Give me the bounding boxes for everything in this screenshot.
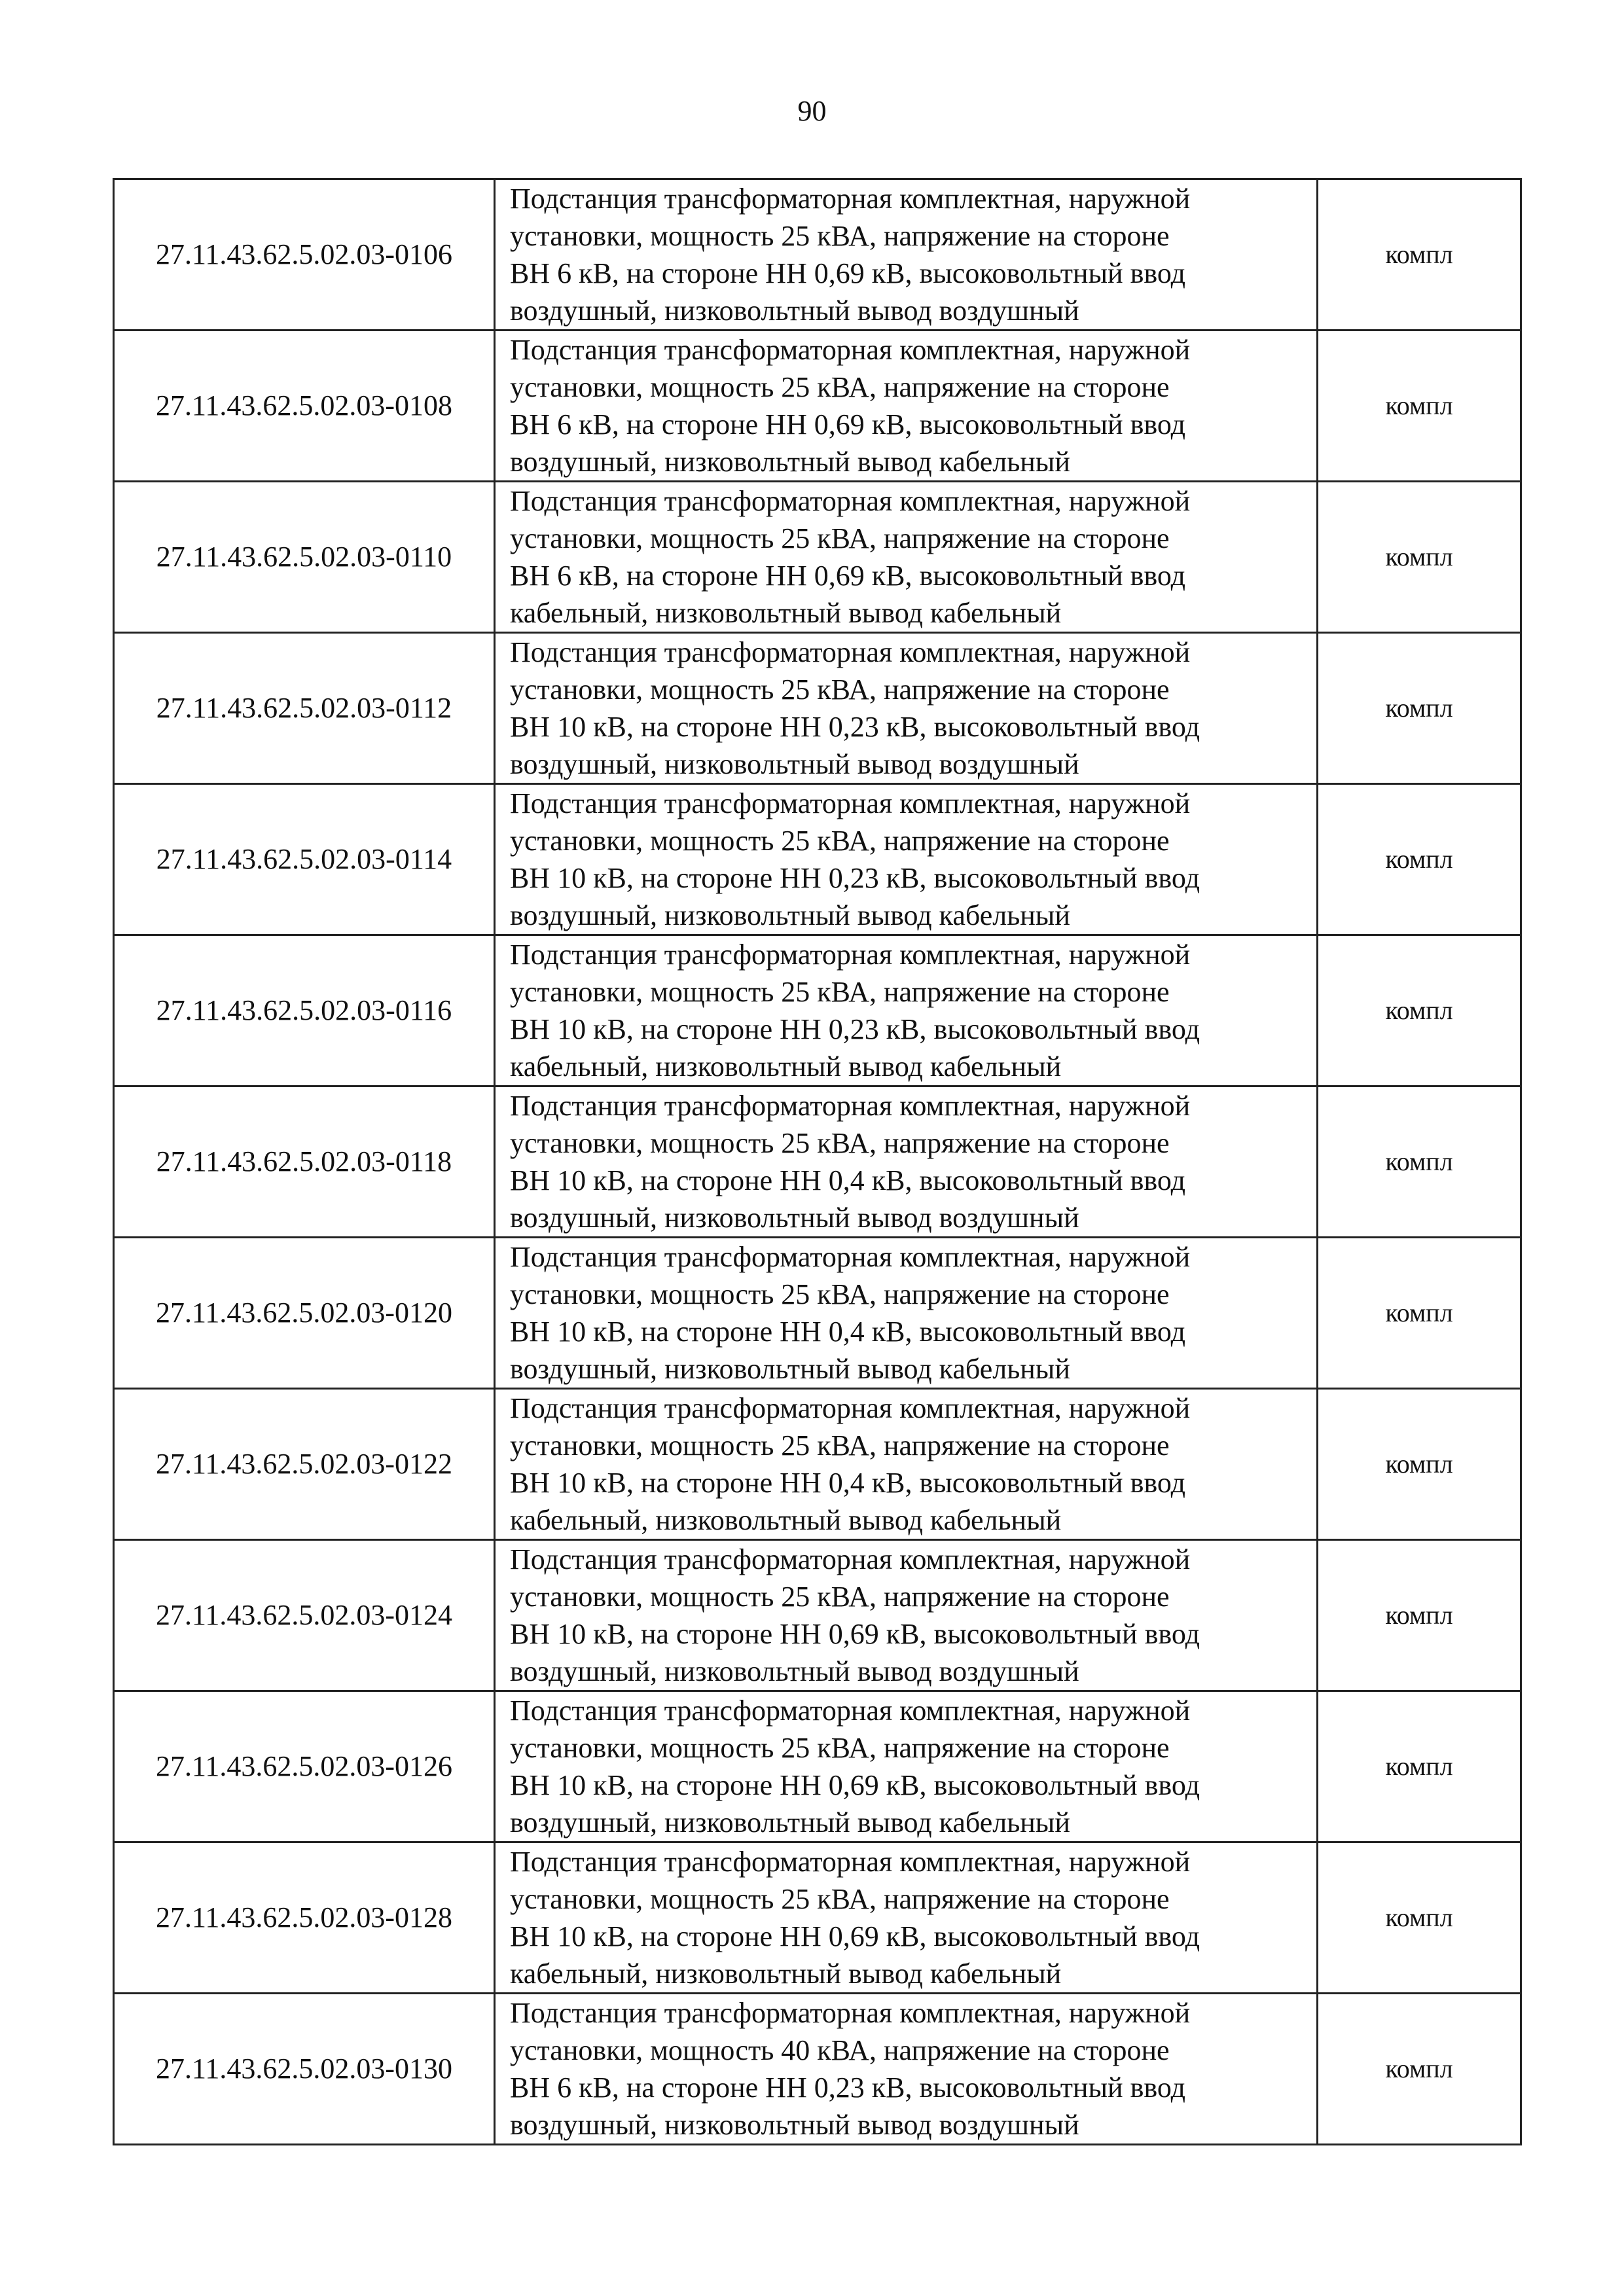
description-line: воздушный, низковольтный вывод кабельный [510, 1353, 1070, 1385]
unit-cell: компл [1318, 1238, 1521, 1389]
table-row [114, 784, 1521, 935]
description-line: ВН 10 кВ, на стороне НН 0,69 кВ, высоковольтный ввод [510, 1920, 1200, 1952]
table-row [114, 1691, 1521, 1842]
description-line: Подстанция трансформаторная комплектная, наружной [510, 1392, 1191, 1424]
resource-code-cell: 27.11.43.62.5.02.03-0108 [114, 331, 495, 482]
description-cell [495, 1086, 1318, 1238]
description-line: установки, мощность 25 кВА, напряжение на стороне [510, 976, 1170, 1008]
description-line: кабельный, низковольтный вывод кабельный [510, 1504, 1062, 1536]
description-line: Подстанция трансформаторная комплектная, наружной [510, 939, 1191, 971]
description-cell [495, 482, 1318, 633]
description-cell [495, 1540, 1318, 1691]
resource-code-cell: 27.11.43.62.5.02.03-0116 [114, 935, 495, 1086]
description-line: ВН 6 кВ, на стороне НН 0,69 кВ, высоковольтный ввод [510, 560, 1185, 592]
description-line: Подстанция трансформаторная комплектная, наружной [510, 485, 1191, 517]
description-cell [495, 784, 1318, 935]
table-row [114, 179, 1521, 331]
resource-code-cell: 27.11.43.62.5.02.03-0128 [114, 1842, 495, 1994]
unit-cell: компл [1318, 1842, 1521, 1994]
description-line: кабельный, низковольтный вывод кабельный [510, 1050, 1062, 1083]
description-line: ВН 10 кВ, на стороне НН 0,69 кВ, высоковольтный ввод [510, 1769, 1200, 1801]
description-line: воздушный, низковольтный вывод кабельный [510, 899, 1070, 931]
description-line: воздушный, низковольтный вывод воздушный [510, 2109, 1079, 2141]
description-cell [495, 935, 1318, 1086]
unit-cell: компл [1318, 482, 1521, 633]
description-line: кабельный, низковольтный вывод кабельный [510, 597, 1062, 629]
description-line: установки, мощность 25 кВА, напряжение на стороне [510, 522, 1170, 554]
description-line: ВН 10 кВ, на стороне НН 0,23 кВ, высоковольтный ввод [510, 862, 1200, 894]
description-line: установки, мощность 25 кВА, напряжение на стороне [510, 1429, 1170, 1462]
description-cell [495, 633, 1318, 784]
resource-code-cell: 27.11.43.62.5.02.03-0110 [114, 482, 495, 633]
resource-code-cell: 27.11.43.62.5.02.03-0112 [114, 633, 495, 784]
table-row [114, 1540, 1521, 1691]
description-line: Подстанция трансформаторная комплектная, наружной [510, 1090, 1191, 1122]
description-line: установки, мощность 25 кВА, напряжение на стороне [510, 673, 1170, 706]
description-line: воздушный, низковольтный вывод воздушный [510, 1202, 1079, 1234]
description-line: Подстанция трансформаторная комплектная, наружной [510, 1543, 1191, 1575]
resource-code-cell: 27.11.43.62.5.02.03-0114 [114, 784, 495, 935]
description-line: Подстанция трансформаторная комплектная, наружной [510, 183, 1191, 215]
description-line: воздушный, низковольтный вывод воздушный [510, 748, 1079, 780]
description-line: Подстанция трансформаторная комплектная, наружной [510, 1997, 1191, 2029]
description-line: Подстанция трансформаторная комплектная, наружной [510, 1695, 1191, 1727]
table-row [114, 1238, 1521, 1389]
description-line: ВН 10 кВ, на стороне НН 0,4 кВ, высоковольтный ввод [510, 1164, 1185, 1196]
description-line: установки, мощность 25 кВА, напряжение на стороне [510, 825, 1170, 857]
unit-cell: компл [1318, 1994, 1521, 2145]
description-cell [495, 1389, 1318, 1540]
description-line: Подстанция трансформаторная комплектная, наружной [510, 787, 1191, 819]
description-line: воздушный, низковольтный вывод воздушный [510, 295, 1079, 327]
table-row [114, 1086, 1521, 1238]
description-line: ВН 10 кВ, на стороне НН 0,4 кВ, высоковольтный ввод [510, 1316, 1185, 1348]
description-line: Подстанция трансформаторная комплектная, наружной [510, 636, 1191, 668]
table-body [114, 179, 1521, 2145]
description-line: установки, мощность 25 кВА, напряжение на стороне [510, 1581, 1170, 1613]
table-row [114, 331, 1521, 482]
table-row [114, 482, 1521, 633]
table-row [114, 1389, 1521, 1540]
description-cell [495, 179, 1318, 331]
unit-cell: компл [1318, 633, 1521, 784]
unit-cell: компл [1318, 784, 1521, 935]
description-line: Подстанция трансформаторная комплектная, наружной [510, 1241, 1191, 1273]
table-row [114, 633, 1521, 784]
description-line: установки, мощность 25 кВА, напряжение на стороне [510, 1732, 1170, 1764]
table-row [114, 935, 1521, 1086]
unit-cell: компл [1318, 1691, 1521, 1842]
resource-code-cell: 27.11.43.62.5.02.03-0130 [114, 1994, 495, 2145]
description-line: Подстанция трансформаторная комплектная, наружной [510, 334, 1191, 366]
description-line: ВН 10 кВ, на стороне НН 0,69 кВ, высоковольтный ввод [510, 1618, 1200, 1650]
description-cell [495, 1842, 1318, 1994]
description-cell [495, 1994, 1318, 2145]
description-line: установки, мощность 40 кВА, напряжение на стороне [510, 2034, 1170, 2066]
resource-code-cell: 27.11.43.62.5.02.03-0118 [114, 1086, 495, 1238]
unit-cell: компл [1318, 1540, 1521, 1691]
description-line: Подстанция трансформаторная комплектная, наружной [510, 1846, 1191, 1878]
description-line: воздушный, низковольтный вывод кабельный [510, 1806, 1070, 1839]
description-line: установки, мощность 25 кВА, напряжение на стороне [510, 371, 1170, 403]
description-line: ВН 10 кВ, на стороне НН 0,23 кВ, высоковольтный ввод [510, 711, 1200, 743]
description-line: установки, мощность 25 кВА, напряжение на стороне [510, 220, 1170, 252]
description-line: ВН 6 кВ, на стороне НН 0,69 кВ, высоковольтный ввод [510, 257, 1185, 289]
resource-codes-table [113, 178, 1522, 2145]
description-cell [495, 1691, 1318, 1842]
description-line: установки, мощность 25 кВА, напряжение на стороне [510, 1127, 1170, 1159]
description-line: ВН 10 кВ, на стороне НН 0,23 кВ, высоковольтный ввод [510, 1013, 1200, 1045]
description-line: ВН 10 кВ, на стороне НН 0,4 кВ, высоковольтный ввод [510, 1467, 1185, 1499]
description-line: установки, мощность 25 кВА, напряжение на стороне [510, 1883, 1170, 1915]
description-cell [495, 331, 1318, 482]
description-cell [495, 1238, 1318, 1389]
description-line: ВН 6 кВ, на стороне НН 0,23 кВ, высоковольтный ввод [510, 2072, 1185, 2104]
unit-cell: компл [1318, 1389, 1521, 1540]
resource-code-cell: 27.11.43.62.5.02.03-0120 [114, 1238, 495, 1389]
unit-cell: компл [1318, 331, 1521, 482]
unit-cell: компл [1318, 179, 1521, 331]
description-line: воздушный, низковольтный вывод воздушный [510, 1655, 1079, 1687]
resource-code-cell: 27.11.43.62.5.02.03-0122 [114, 1389, 495, 1540]
unit-cell: компл [1318, 1086, 1521, 1238]
resource-code-cell: 27.11.43.62.5.02.03-0126 [114, 1691, 495, 1842]
description-line: кабельный, низковольтный вывод кабельный [510, 1958, 1062, 1990]
description-line: установки, мощность 25 кВА, напряжение на стороне [510, 1278, 1170, 1310]
resource-code-cell: 27.11.43.62.5.02.03-0124 [114, 1540, 495, 1691]
table-row [114, 1842, 1521, 1994]
unit-cell: компл [1318, 935, 1521, 1086]
table-row [114, 1994, 1521, 2145]
description-line: ВН 6 кВ, на стороне НН 0,69 кВ, высоковольтный ввод [510, 408, 1185, 440]
resource-code-cell: 27.11.43.62.5.02.03-0106 [114, 179, 495, 331]
page-number: 90 [797, 95, 827, 127]
description-line: воздушный, низковольтный вывод кабельный [510, 446, 1070, 478]
